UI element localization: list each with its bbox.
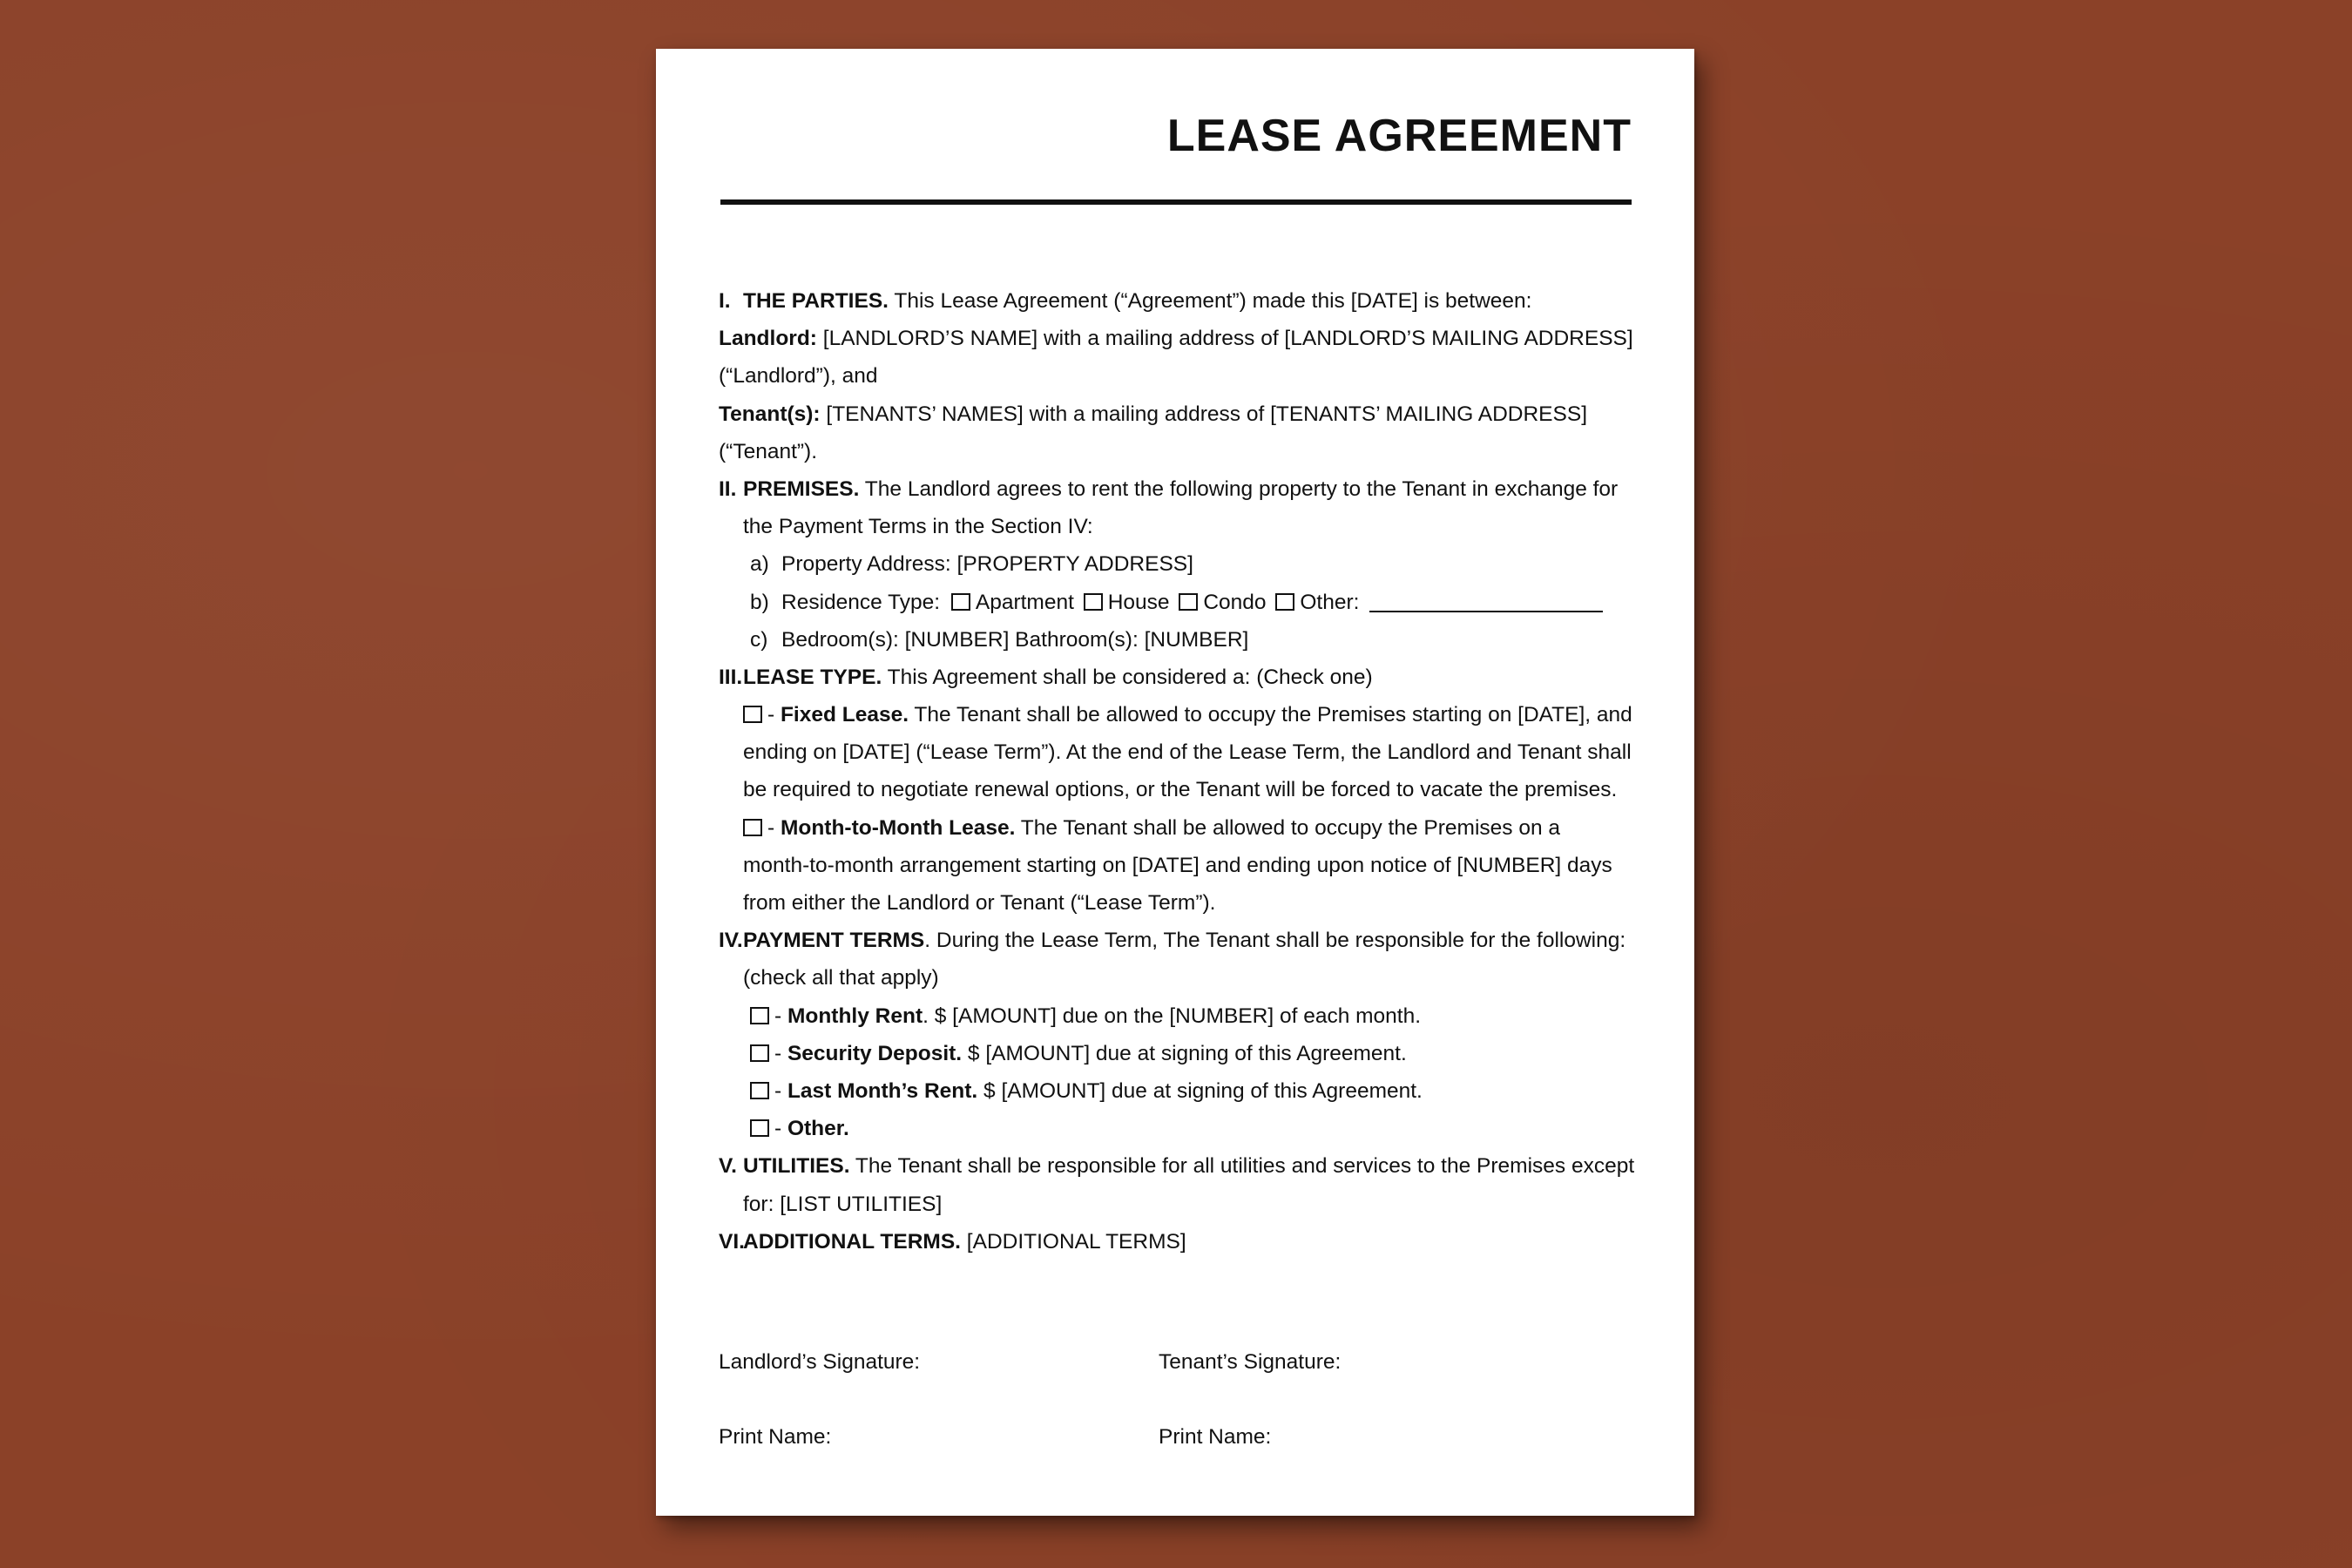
house-label: House (1107, 590, 1170, 614)
section-text: The Landlord agrees to rent the following property to the Tenant in exchange for (859, 476, 1619, 501)
item-label: b) (750, 590, 769, 614)
title-rule (720, 199, 1632, 205)
tenant-cont: (“Tenant”). (719, 439, 818, 463)
house-checkbox[interactable] (1084, 593, 1103, 611)
last-month-rent-text: $ [AMOUNT] due at signing of this Agreement. (977, 1078, 1423, 1103)
section-additional-terms (719, 1223, 1642, 1260)
condo-label: Condo (1203, 590, 1267, 614)
landlord-text: [LANDLORD’S NAME] with a mailing address of [LANDLORD’S MAILING ADDRESS] (816, 327, 1633, 351)
apartment-label: Apartment (975, 590, 1074, 614)
month-to-month-checkbox[interactable] (743, 819, 762, 836)
section-number: V. (719, 1154, 737, 1179)
section-heading: THE PARTIES. (743, 289, 889, 313)
item-text: Bedroom(s): [NUMBER] Bathroom(s): [NUMBER] (781, 627, 1249, 652)
other-checkbox[interactable] (1275, 593, 1294, 611)
fixed-lease-text: The Tenant shall be allowed to occupy the Premises starting on [DATE], and (909, 703, 1632, 727)
landlord-cont-line (719, 357, 1642, 395)
residence-type-label: Residence Type: (781, 590, 941, 614)
fixed-lease-option (719, 696, 1642, 733)
security-deposit-checkbox[interactable] (750, 1044, 769, 1062)
item-label: a) (750, 552, 769, 577)
tenant-line (719, 395, 1642, 433)
section-text: The Tenant shall be responsible for all utilities and services to the Premises except (849, 1154, 1635, 1179)
security-deposit-label: Security Deposit. (787, 1041, 963, 1065)
landlord-label: Landlord: (719, 327, 817, 351)
section-lease-type (719, 659, 1642, 696)
month-to-month-option (719, 809, 1642, 847)
fixed-lease-checkbox[interactable] (743, 706, 762, 723)
premises-item-b (719, 584, 1642, 621)
fixed-lease-label: Fixed Lease. (780, 703, 909, 727)
monthly-rent-label: Monthly Rent (787, 1004, 923, 1028)
utilities-cont: for: [LIST UTILITIES] (743, 1192, 943, 1216)
payment-item-monthly-rent (719, 997, 1642, 1035)
section-number: III. (719, 665, 743, 689)
section-heading: PREMISES. (743, 476, 860, 501)
section-heading: UTILITIES. (743, 1154, 850, 1179)
condo-checkbox[interactable] (1179, 593, 1198, 611)
month-to-month-text: The Tenant shall be allowed to occupy the Premises on a (1015, 815, 1561, 840)
document-page (656, 49, 1694, 1516)
landlord-line (719, 320, 1642, 357)
tenant-cont-line (719, 433, 1642, 470)
section-number: II. (719, 476, 737, 501)
option-dash: - (774, 1117, 787, 1141)
option-dash: - (774, 1041, 787, 1065)
option-dash: - (767, 703, 781, 727)
document-body (719, 282, 1642, 1260)
premises-cont: the Payment Terms in the Section IV: (743, 515, 1093, 539)
other-payment-checkbox[interactable] (750, 1119, 769, 1137)
document-title: LEASE AGREEMENT (1166, 111, 1632, 161)
section-heading: PAYMENT TERMS (743, 929, 925, 953)
month-to-month-label: Month-to-Month Lease. (780, 815, 1016, 840)
section-text: . During the Lease Term, The Tenant shall be responsible for the following: (924, 929, 1626, 953)
item-label: c) (750, 627, 768, 652)
tenant-text: [TENANTS’ NAMES] with a mailing address of [TENANTS’ MAILING ADDRESS] (820, 402, 1588, 426)
payment-item-security-deposit (719, 1035, 1642, 1072)
tenant-signature-label: Tenant’s Signature: (1159, 1350, 1342, 1374)
option-dash: - (774, 1078, 787, 1103)
month-to-month-cont-2: from either the Landlord or Tenant (“Lease Term”). (743, 891, 1216, 915)
fixed-lease-cont-2: be required to negotiate renewal options, or the Tenant will be forced to vacate the premises. (743, 778, 1618, 802)
payment-item-other (719, 1110, 1642, 1147)
section-utilities (719, 1147, 1642, 1185)
landlord-cont: (“Landlord”), and (719, 364, 878, 389)
section-number: VI. (719, 1229, 745, 1254)
section-text: This Lease Agreement (“Agreement”) made this [DATE] is between: (888, 289, 1532, 313)
premises-item-c (719, 621, 1642, 659)
option-dash: - (774, 1004, 787, 1028)
security-deposit-text: $ [AMOUNT] due at signing of this Agreement. (962, 1041, 1407, 1065)
payment-item-last-month-rent (719, 1072, 1642, 1110)
item-text: Property Address: [PROPERTY ADDRESS] (781, 552, 1193, 577)
last-month-rent-label: Last Month’s Rent. (787, 1078, 978, 1103)
section-heading: ADDITIONAL TERMS. (743, 1229, 961, 1254)
other-blank-field[interactable] (1369, 590, 1603, 612)
section-premises (719, 470, 1642, 508)
section-text: This Agreement shall be considered a: (Check one) (882, 665, 1373, 689)
tenant-label: Tenant(s): (719, 402, 821, 426)
last-month-rent-checkbox[interactable] (750, 1082, 769, 1099)
fixed-lease-cont-1: ending on [DATE] (“Lease Term”). At the end of the Lease Term, the Landlord and Tenant shall (743, 740, 1632, 765)
section-payment-terms (719, 922, 1642, 959)
section-number: I. (719, 289, 731, 313)
section-parties (719, 282, 1642, 320)
month-to-month-cont-1: month-to-month arrangement starting on [DATE] and ending upon notice of [NUMBER] days (743, 853, 1612, 877)
section-number: IV. (719, 929, 743, 953)
monthly-rent-text: . $ [AMOUNT] due on the [NUMBER] of each month. (923, 1004, 1422, 1028)
monthly-rent-checkbox[interactable] (750, 1007, 769, 1024)
tenant-print-name-label: Print Name: (1159, 1425, 1272, 1449)
apartment-checkbox[interactable] (951, 593, 970, 611)
premises-item-a (719, 545, 1642, 583)
section-text: [ADDITIONAL TERMS] (961, 1229, 1186, 1254)
landlord-signature-label: Landlord’s Signature: (719, 1350, 921, 1374)
landlord-print-name-label: Print Name: (719, 1425, 832, 1449)
option-dash: - (767, 815, 781, 840)
other-payment-label: Other. (787, 1117, 849, 1141)
other-label: Other: (1300, 590, 1360, 614)
section-heading: LEASE TYPE. (743, 665, 882, 689)
payment-terms-cont: (check all that apply) (743, 966, 939, 990)
